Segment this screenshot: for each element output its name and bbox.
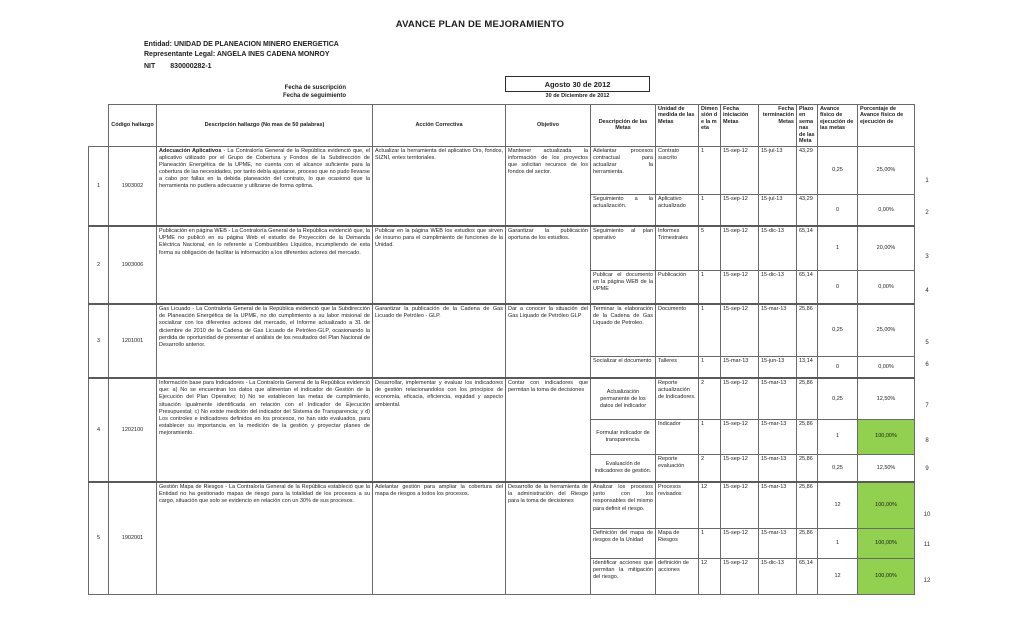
meta-percent-cell: 0,00%	[858, 356, 915, 378]
meta-percent-cell: 100,00%	[858, 419, 915, 454]
margin-row-number: 5	[925, 340, 929, 346]
meta-start-date-cell: 15-sep-12	[721, 528, 759, 558]
meta-percent-cell: 12,50%	[858, 378, 915, 419]
meta-unit-cell: Aplicativo actualizado	[656, 194, 699, 226]
margin-row-number: 10	[923, 512, 931, 518]
meta-percent-cell: 25,00%	[858, 304, 915, 356]
meta-dimension-cell: 1	[699, 146, 721, 194]
meta-progress-cell: 0	[818, 270, 858, 304]
meta-description-cell: Evaluación de indicadores de gestión.	[591, 454, 656, 482]
meta-progress-cell: 0,25	[818, 378, 858, 419]
meta-row	[89, 146, 915, 194]
meta-weeks-cell: 25,86	[797, 528, 818, 558]
meta-start-date-cell: 15-sep-12	[721, 454, 759, 482]
column-header: Código hallazgo	[109, 105, 157, 147]
meta-dimension-cell: 5	[699, 226, 721, 270]
meta-end-date-cell: 15-mar-13	[759, 528, 797, 558]
finding-description-cell: Publicación en página WEB - La Contraloría General de la República evidenció que, la UPME no publicó en su página Web el estudio de Proyección de la Demanda Eléctrica Nacional, en lo referente a Combustibles Líquidos, incumpliendo de esta forma su obligación de facilitar la información a los diferentes actores del mercado.	[157, 226, 373, 304]
entidad-value: UNIDAD DE PLANEACION MINERO ENERGETICA	[173, 41, 339, 48]
meta-description-cell: Socializar el documento	[591, 356, 656, 378]
meta-unit-cell: Publicación	[656, 270, 699, 304]
representante-value: ANGELA INES CADENA MONROY	[216, 50, 330, 58]
column-header: Objetivo	[506, 105, 591, 147]
corrective-action-cell: Actualizar la herramienta del aplicativo Ors, fondos, SIZNI, entes territoriales.	[373, 146, 506, 226]
meta-start-date-cell: 15-sep-12	[721, 226, 759, 270]
column-header: Fecha terminación Metas	[759, 105, 797, 147]
meta-end-date-cell: 15-jul-13	[759, 194, 797, 226]
margin-row-number: 3	[925, 254, 929, 260]
meta-dimension-cell: 1	[699, 528, 721, 558]
seguimiento-date: 30 de Diciembre de 2012	[545, 93, 610, 99]
improvement-plan-table	[88, 104, 915, 595]
meta-weeks-cell: 25,86	[797, 419, 818, 454]
findings-body	[89, 146, 915, 594]
meta-start-date-cell: 15-sep-12	[721, 378, 759, 419]
nit-label: NIT	[144, 62, 156, 70]
meta-end-date-cell: 15-mar-13	[759, 378, 797, 419]
meta-end-date-cell: 15-mar-13	[759, 454, 797, 482]
meta-percent-cell: 0,00%	[858, 270, 915, 304]
meta-dimension-cell: 2	[699, 454, 721, 482]
meta-progress-cell: 0,25	[818, 304, 858, 356]
meta-end-date-cell: 15-mar-13	[759, 419, 797, 454]
meta-start-date-cell: 15-sep-12	[721, 304, 759, 356]
meta-row	[89, 482, 915, 528]
objective-cell: Mantener actualizada la información de los proyectos que solicitan recursos de los fondos del sector.	[506, 146, 591, 226]
meta-description-cell: Seguimiento a la actualización.	[591, 194, 656, 226]
meta-unit-cell: Procesos revisados	[656, 482, 699, 528]
finding-code-cell: 1903002	[109, 146, 157, 226]
meta-end-date-cell: 15-mar-13	[759, 482, 797, 528]
meta-unit-cell: Contrato suscrito	[656, 146, 699, 194]
meta-description-cell: Terminar la elaboración de la Cadena de Gas Liquado de Petroleo.	[591, 304, 656, 356]
margin-row-number: 1	[925, 178, 929, 184]
finding-code-cell: 1902001	[109, 482, 157, 594]
meta-description-cell: Analizar los procesos junto con los responsables del mismo para definir el riesgo.	[591, 482, 656, 528]
nit-value: 830000282-1	[170, 62, 212, 70]
corrective-action-cell: Adelantar gestión para ampliar la cobertura del mapa de riesgos a todos los procesos.	[373, 482, 506, 594]
entidad-label: Entidad:	[144, 41, 172, 48]
meta-end-date-cell: 15-dic-13	[759, 226, 797, 270]
finding-number-cell: 3	[89, 304, 109, 378]
column-header: Plazo en semanas de las Meta	[797, 105, 818, 147]
column-header: Avance físico de ejecución de las metas	[818, 105, 858, 147]
suscripcion-label: Fecha de suscripción	[284, 85, 346, 91]
margin-row-number: 2	[925, 210, 929, 216]
meta-end-date-cell: 15-dic-13	[759, 558, 797, 594]
meta-weeks-cell: 25,86	[797, 454, 818, 482]
meta-weeks-cell: 65,14	[797, 270, 818, 304]
meta-dimension-cell: 1	[699, 270, 721, 304]
meta-dimension-cell: 1	[699, 304, 721, 356]
objective-cell: Garantizar la publicación oportuna de los estudios.	[506, 226, 591, 304]
meta-unit-cell: Talleres	[656, 356, 699, 378]
corrective-action-cell: Desarrollar, implementar y evaluar los indicadores de gestión relacionandolos con los principios de economía, eficacia, eficiencia, equidad y aspecto ambiental.	[373, 378, 506, 482]
column-header: Acción Correctiva	[373, 105, 506, 147]
meta-unit-cell: definición de acciones	[656, 558, 699, 594]
finding-description-cell: Gestión Mapa de Riesgos - La Contraloría General de la República estableció que la Entidad no ha gestionado mapas de riesgo para la totalidad de los procesos a su cargo, situación que solo se evidencio en relación con un 30% de sus procesos.	[157, 482, 373, 594]
meta-weeks-cell: 65,14	[797, 226, 818, 270]
meta-start-date-cell: 15-mar-13	[721, 356, 759, 378]
meta-weeks-cell: 13,14	[797, 356, 818, 378]
meta-description-cell: Formular indicador de transparencia.	[591, 419, 656, 454]
finding-number-cell: 4	[89, 378, 109, 482]
representante-label: Representante Legal:	[144, 50, 216, 58]
meta-percent-cell: 0,00%	[858, 194, 915, 226]
corrective-action-cell: Garantizar la publicación de la Cadena de Gas Licuado de Petróleo - GLP.	[373, 304, 506, 378]
meta-start-date-cell: 15-sep-12	[721, 146, 759, 194]
margin-row-number: 7	[925, 403, 929, 409]
representante-line	[144, 50, 339, 60]
meta-progress-cell: 0,25	[818, 146, 858, 194]
finding-code-cell: 1903006	[109, 226, 157, 304]
meta-end-date-cell: 15-dic-13	[759, 270, 797, 304]
meta-dimension-cell: 1	[699, 194, 721, 226]
corrective-action-cell: Publicar en la página WEB los estudios que sirven de insumo para el cumplimiento de funciones de la Unidad.	[373, 226, 506, 304]
meta-weeks-cell: 43,29	[797, 194, 818, 226]
column-header: Unidad de medida de las Metas	[656, 105, 699, 147]
meta-progress-cell: 1	[818, 528, 858, 558]
meta-unit-cell: Informes Trimestrales	[656, 226, 699, 270]
column-header: Descripción de las Metas	[591, 105, 656, 147]
meta-end-date-cell: 15-jul-13	[759, 146, 797, 194]
meta-unit-cell: Reporte evaluación	[656, 454, 699, 482]
entity-info	[144, 40, 339, 71]
margin-row-number: 11	[923, 542, 931, 548]
meta-progress-cell: 0,25	[818, 454, 858, 482]
meta-start-date-cell: 15-sep-12	[721, 419, 759, 454]
finding-number-cell: 5	[89, 482, 109, 594]
meta-description-cell: Adelantar procesos contractual para actualizar la herramienta.	[591, 146, 656, 194]
finding-description-cell: Adecuación Aplicativos - La Contraloría General de la República evidenció que, el aplicativo utilizado por el Grupo de Cobertura y Fondos de la Subdirección de Planeación Energética de la UPME, no cuenta con el alcance suficiente para la cobertura de las necesidades, por tanto debía ajustarse, proceso que no pudo llevarse a cabo por fallas en la debida planeación del contrato, lo que ocasionó que la herramienta no pudiera adecuarse y utilizarse de forma optima.	[157, 146, 373, 226]
meta-start-date-cell: 15-sep-12	[721, 194, 759, 226]
finding-code-cell: 1202100	[109, 378, 157, 482]
meta-description-cell: Publicar el documento en la página WEB de la UPME	[591, 270, 656, 304]
meta-progress-cell: 12	[818, 558, 858, 594]
meta-progress-cell: 1	[818, 226, 858, 270]
objective-cell: Desarrollo de la herramienta de la administración del Riesgo para la toma de decisiones	[506, 482, 591, 594]
meta-description-cell: Seguimiento al plan operativo	[591, 226, 656, 270]
meta-weeks-cell: 25,86	[797, 482, 818, 528]
finding-description-cell: Gas Licuado - La Contraloría General de la República evidenció que la Subdirección de Planeación Energética de la UPME, no dio cumplimiento a su labor misional de socializar con los diferentes actores del mercado, el Informe actualizado a 31 de diciembre de 2010 de la Cadena de Gas Licuado de Petróleo-GLP, ocasionando la perdida de oportunidad de presentar el análisis de los resultados del Plan Nacional de Desarrollo anterior.	[157, 304, 373, 378]
meta-percent-cell: 100,00%	[858, 528, 915, 558]
date-box	[505, 76, 650, 99]
meta-progress-cell: 12	[818, 482, 858, 528]
meta-start-date-cell: 15-sep-12	[721, 270, 759, 304]
objective-cell: Dar a conocer la situación del Gas Liquado de Petróleo GLP	[506, 304, 591, 378]
meta-progress-cell: 1	[818, 419, 858, 454]
finding-description-cell: Información base para Indicadores - La Contraloría General de la República evidenció que: a) No se encuentran los datos que alimentan el indicador de Gestión de la Ejecución del Plan Operativo; b) No se establecen las metas de cumplimiento, situación igualmente identificada en relación con el Indicador de Ejecución Presupuestal; c) No existe medición del indicador del Sistema de Transparencia; y d) Los controles e indicadores definidos en los procesos, no han sido evaluados, para establecer su importancia en la medición de la gestión y proyectar planes de mejoramiento.	[157, 378, 373, 482]
meta-unit-cell: Documento	[656, 304, 699, 356]
meta-dimension-cell: 1	[699, 356, 721, 378]
meta-weeks-cell: 65,14	[797, 558, 818, 594]
objective-cell: Contar con indicadores que permitan la toma de decisiones	[506, 378, 591, 482]
meta-dimension-cell: 1	[699, 419, 721, 454]
meta-unit-cell: Mapa de Riesgos	[656, 528, 699, 558]
meta-end-date-cell: 15-mar-13	[759, 304, 797, 356]
meta-dimension-cell: 12	[699, 482, 721, 528]
meta-row	[89, 304, 915, 356]
finding-number-cell: 2	[89, 226, 109, 304]
finding-number-cell: 1	[89, 146, 109, 226]
meta-weeks-cell: 25,86	[797, 378, 818, 419]
meta-percent-cell: 12,50%	[858, 454, 915, 482]
meta-percent-cell: 25,00%	[858, 146, 915, 194]
meta-start-date-cell: 15-sep-12	[721, 558, 759, 594]
entity-line	[144, 40, 339, 50]
margin-row-number: 4	[925, 288, 929, 294]
column-header: Fecha iniciación Metas	[721, 105, 759, 147]
column-header: Descripción hallazgo (No mas de 50 palabras)	[157, 105, 373, 147]
suscripcion-date: Agosto 30 de 2012	[505, 76, 650, 92]
meta-weeks-cell: 25,86	[797, 304, 818, 356]
meta-row	[89, 378, 915, 419]
seguimiento-label: Fecha de seguimiento	[282, 92, 346, 99]
meta-progress-cell: 0	[818, 194, 858, 226]
meta-description-cell: Definición del mapa de riesgos de la Unidad	[591, 528, 656, 558]
meta-end-date-cell: 15-jun-13	[759, 356, 797, 378]
meta-weeks-cell: 43,29	[797, 146, 818, 194]
page-title: AVANCE PLAN DE MEJORAMIENTO	[395, 19, 565, 30]
margin-row-number: 9	[925, 466, 929, 472]
meta-dimension-cell: 2	[699, 378, 721, 419]
meta-unit-cell: Indicador	[656, 419, 699, 454]
meta-description-cell: Identificar acciones que permitan la mitigación del riesgo.	[591, 558, 656, 594]
column-header: Porcentaje de Avance físico de ejecución de	[858, 105, 915, 147]
margin-row-number: 6	[925, 362, 929, 368]
meta-unit-cell: Reporte actualización de Indicadores.	[656, 378, 699, 419]
header-spacer-cell	[89, 105, 109, 147]
meta-row	[89, 226, 915, 270]
meta-percent-cell: 100,00%	[858, 482, 915, 528]
meta-progress-cell: 0	[818, 356, 858, 378]
margin-row-number: 12	[923, 578, 931, 584]
date-labels	[226, 85, 346, 100]
meta-percent-cell: 100,00%	[858, 558, 915, 594]
meta-description-cell: Actualización permanente de los datos del indicador	[591, 378, 656, 419]
column-header: Dimensión de la meta	[699, 105, 721, 147]
nit-line	[144, 62, 339, 72]
meta-percent-cell: 20,00%	[858, 226, 915, 270]
finding-description-title: Adecuación Aplicativos	[159, 147, 222, 154]
finding-code-cell: 1201001	[109, 304, 157, 378]
meta-dimension-cell: 12	[699, 558, 721, 594]
table-header-row	[89, 105, 915, 147]
margin-row-number: 8	[925, 438, 929, 444]
meta-start-date-cell: 15-sep-12	[721, 482, 759, 528]
